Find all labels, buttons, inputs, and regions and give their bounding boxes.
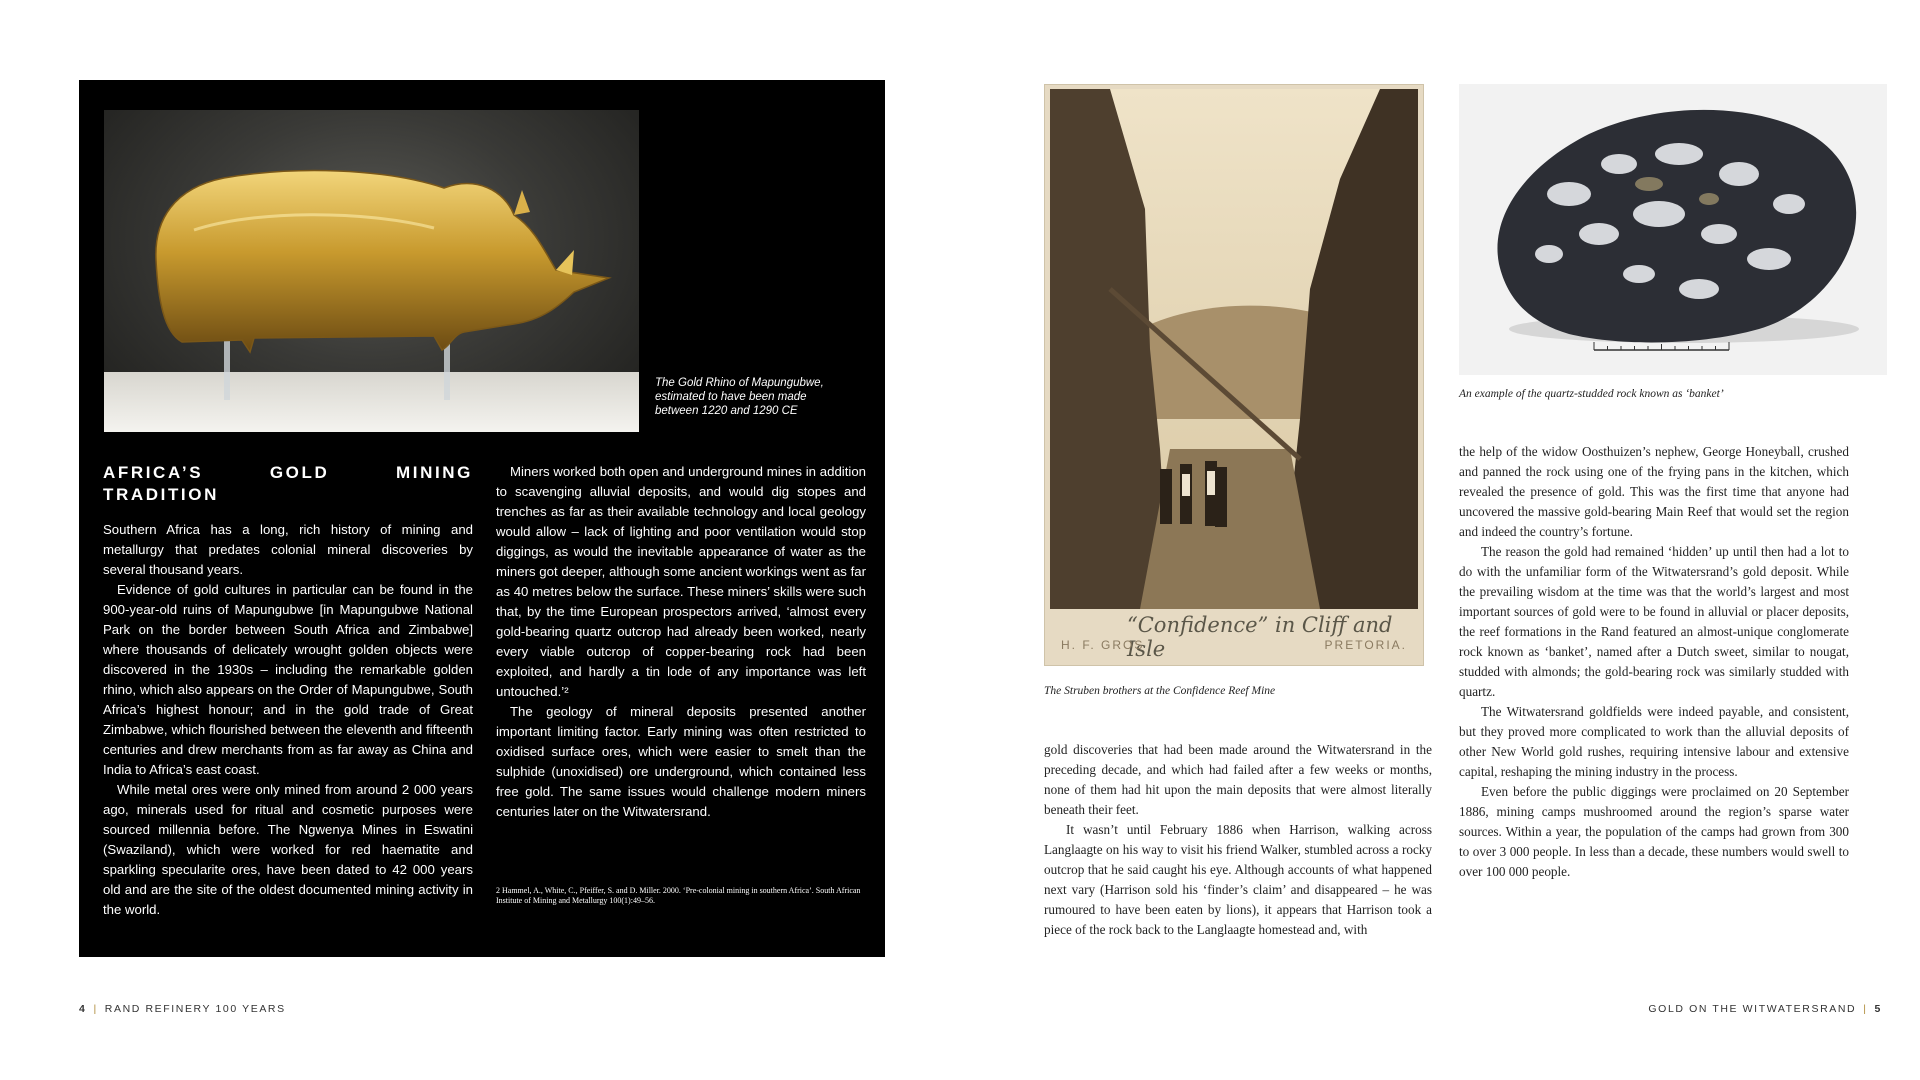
- running-head: GOLD ON THE WITWATERSRAND: [1648, 1003, 1857, 1015]
- paragraph: The reason the gold had remained ‘hidden’ up until then had a lot to do with the unfamiliar form of the Witwatersrand’s gold deposit. While the prevailing wisdom at the time was that the world’s largest and most important sources of gold were to be found in alluvial or placer deposits, the reef formations in the Rand featured an almost-unique conglomerate rock known as ‘banket’, named after a Dutch sweet, similar to nougat, studded with almonds; the gold-bearing rock was similarly studded with quartz.: [1459, 544, 1849, 699]
- footnote: 2 Hammel, A., White, C., Pfeiffer, S. and D. Miller. 2000. ‘Pre-colonial mining in southern Africa’. South African Institute of Mining and Metallurgy 100(1):49–56.: [496, 886, 861, 905]
- folio-divider: |: [93, 1003, 98, 1015]
- left-text-column-1: [103, 462, 473, 920]
- paragraph: Evidence of gold cultures in particular can be found in the 900-year-old ruins of Mapungubwe [in Mapungubwe National Park on the border between South Africa and Zimbabwe] where thousands of delicately wrought golden objects were discovered in the 1930s – including the remarkable golden rhino, which also appears on the Order of Mapungubwe, South Africa’s highest honour; and in the gold trade of Great Zimbabwe, which flourished between the eleventh and fifteenth centuries and drew merchants from as far away as China and India to Africa’s east coast.: [103, 582, 473, 777]
- paragraph: Southern Africa has a long, rich history of mining and metallurgy that predates colonial mineral discoveries by several thousand years.: [103, 522, 473, 577]
- right-text-column-2: [1459, 442, 1849, 882]
- paragraph: The Witwatersrand goldfields were indeed payable, and consistent, but they proved more complicated to work than the alluvial deposits of other New World gold rushes, requiring intensive labour and extensive capital, reshaping the mining industry in the process.: [1459, 704, 1849, 779]
- paragraph: While metal ores were only mined from around 2 000 years ago, minerals used for ritual and cosmetic purposes were sourced millennia before. The Ngwenya Mines in Eswatini (Swaziland), which were worked for red haematite and sparkling specularite ores, have been dated to 42 000 years old and are the site of the oldest documented mining activity in the world.: [103, 782, 473, 917]
- paragraph: The geology of mineral deposits presented another important limiting factor. Early mining was often restricted to oxidised surface ores, which were easier to smelt than the sulphide (unoxidised) ore underground, which contained less free gold. The same issues would challenge modern miners centuries later on the Witwatersrand.: [496, 704, 866, 819]
- folio-right: [1648, 1003, 1882, 1015]
- cabinet-card-photo: [1044, 84, 1424, 666]
- folio-left: [79, 1003, 286, 1015]
- page-number: 4: [79, 1003, 87, 1015]
- section-title: AFRICA’S GOLD MINING TRADITION: [103, 463, 473, 504]
- left-page-black-panel: [79, 80, 885, 957]
- rhino-caption: The Gold Rhino of Mapungubwe, estimated to have been made between 1220 and 1290 CE: [655, 377, 824, 417]
- cabinet-caption: The Struben brothers at the Confidence Reef Mine: [1044, 685, 1276, 697]
- rock-caption: An example of the quartz-studded rock known as ‘banket’: [1459, 388, 1724, 400]
- location-label: PRETORIA.: [1324, 638, 1407, 652]
- running-head: RAND REFINERY 100 YEARS: [104, 1003, 286, 1015]
- paragraph: gold discoveries that had been made around the Witwatersrand in the preceding decade, and which had failed after a few weeks or months, none of them had hit upon the main deposits that were almost literally beneath their feet.: [1044, 742, 1432, 817]
- paragraph: Miners worked both open and underground mines in addition to scavenging alluvial deposits, and would dig stopes and trenches as far as their available technology and local geology would allow – lack of lighting and poor ventilation would stop diggings, as would the inevitable appearance of water as the miners got deeper, although some ancient workings went as far as 40 metres below the surface. These miners’ skills were such that, by the time European prospectors arrived, ‘almost every gold-bearing quartz outcrop had already been worked, nearly every viable outcrop of copper-bearing rock had been exploited, and hardly a tin lode of any importance was left untouched.’²: [496, 464, 866, 699]
- page-number: 5: [1874, 1003, 1882, 1015]
- mine-photo: [1050, 89, 1418, 609]
- paragraph: It wasn’t until February 1886 when Harrison, walking across Langlaagte on his way to visit his friend Walker, stumbled across a rocky outcrop that he said caught his eye. Although accounts of what happened next vary (Harrison sold his ‘finder’s claim’ and disappeared – he was rumoured to have been eaten by lions), it appears that Harrison took a piece of the rock back to the Langlaagte homestead and, with: [1044, 822, 1432, 937]
- paragraph: the help of the widow Oosthuizen’s nephew, George Honeyball, crushed and panned the rock using one of the frying pans in the kitchen, which revealed the presence of gold. This was the first time that anyone had uncovered the massive gold-bearing Main Reef that would set the region and indeed the country’s fortune.: [1459, 444, 1849, 539]
- photographer-label: H. F. GROS: [1061, 638, 1145, 652]
- right-text-column-1: [1044, 740, 1432, 940]
- banket-rock-photo: [1459, 84, 1887, 375]
- paragraph: Even before the public diggings were proclaimed on 20 September 1886, mining camps mushroomed around the region’s sparse water sources. Within a year, the population of the camps had grown from 300 to over 3 000 people. In less than a decade, these numbers would swell to over 100 000 people.: [1459, 784, 1849, 879]
- left-text-column-2: [496, 462, 866, 822]
- folio-divider: |: [1863, 1003, 1868, 1015]
- handwritten-inscription: “Confidence” in Cliff and Isle: [1127, 613, 1393, 661]
- gold-rhino-photo: [104, 110, 639, 432]
